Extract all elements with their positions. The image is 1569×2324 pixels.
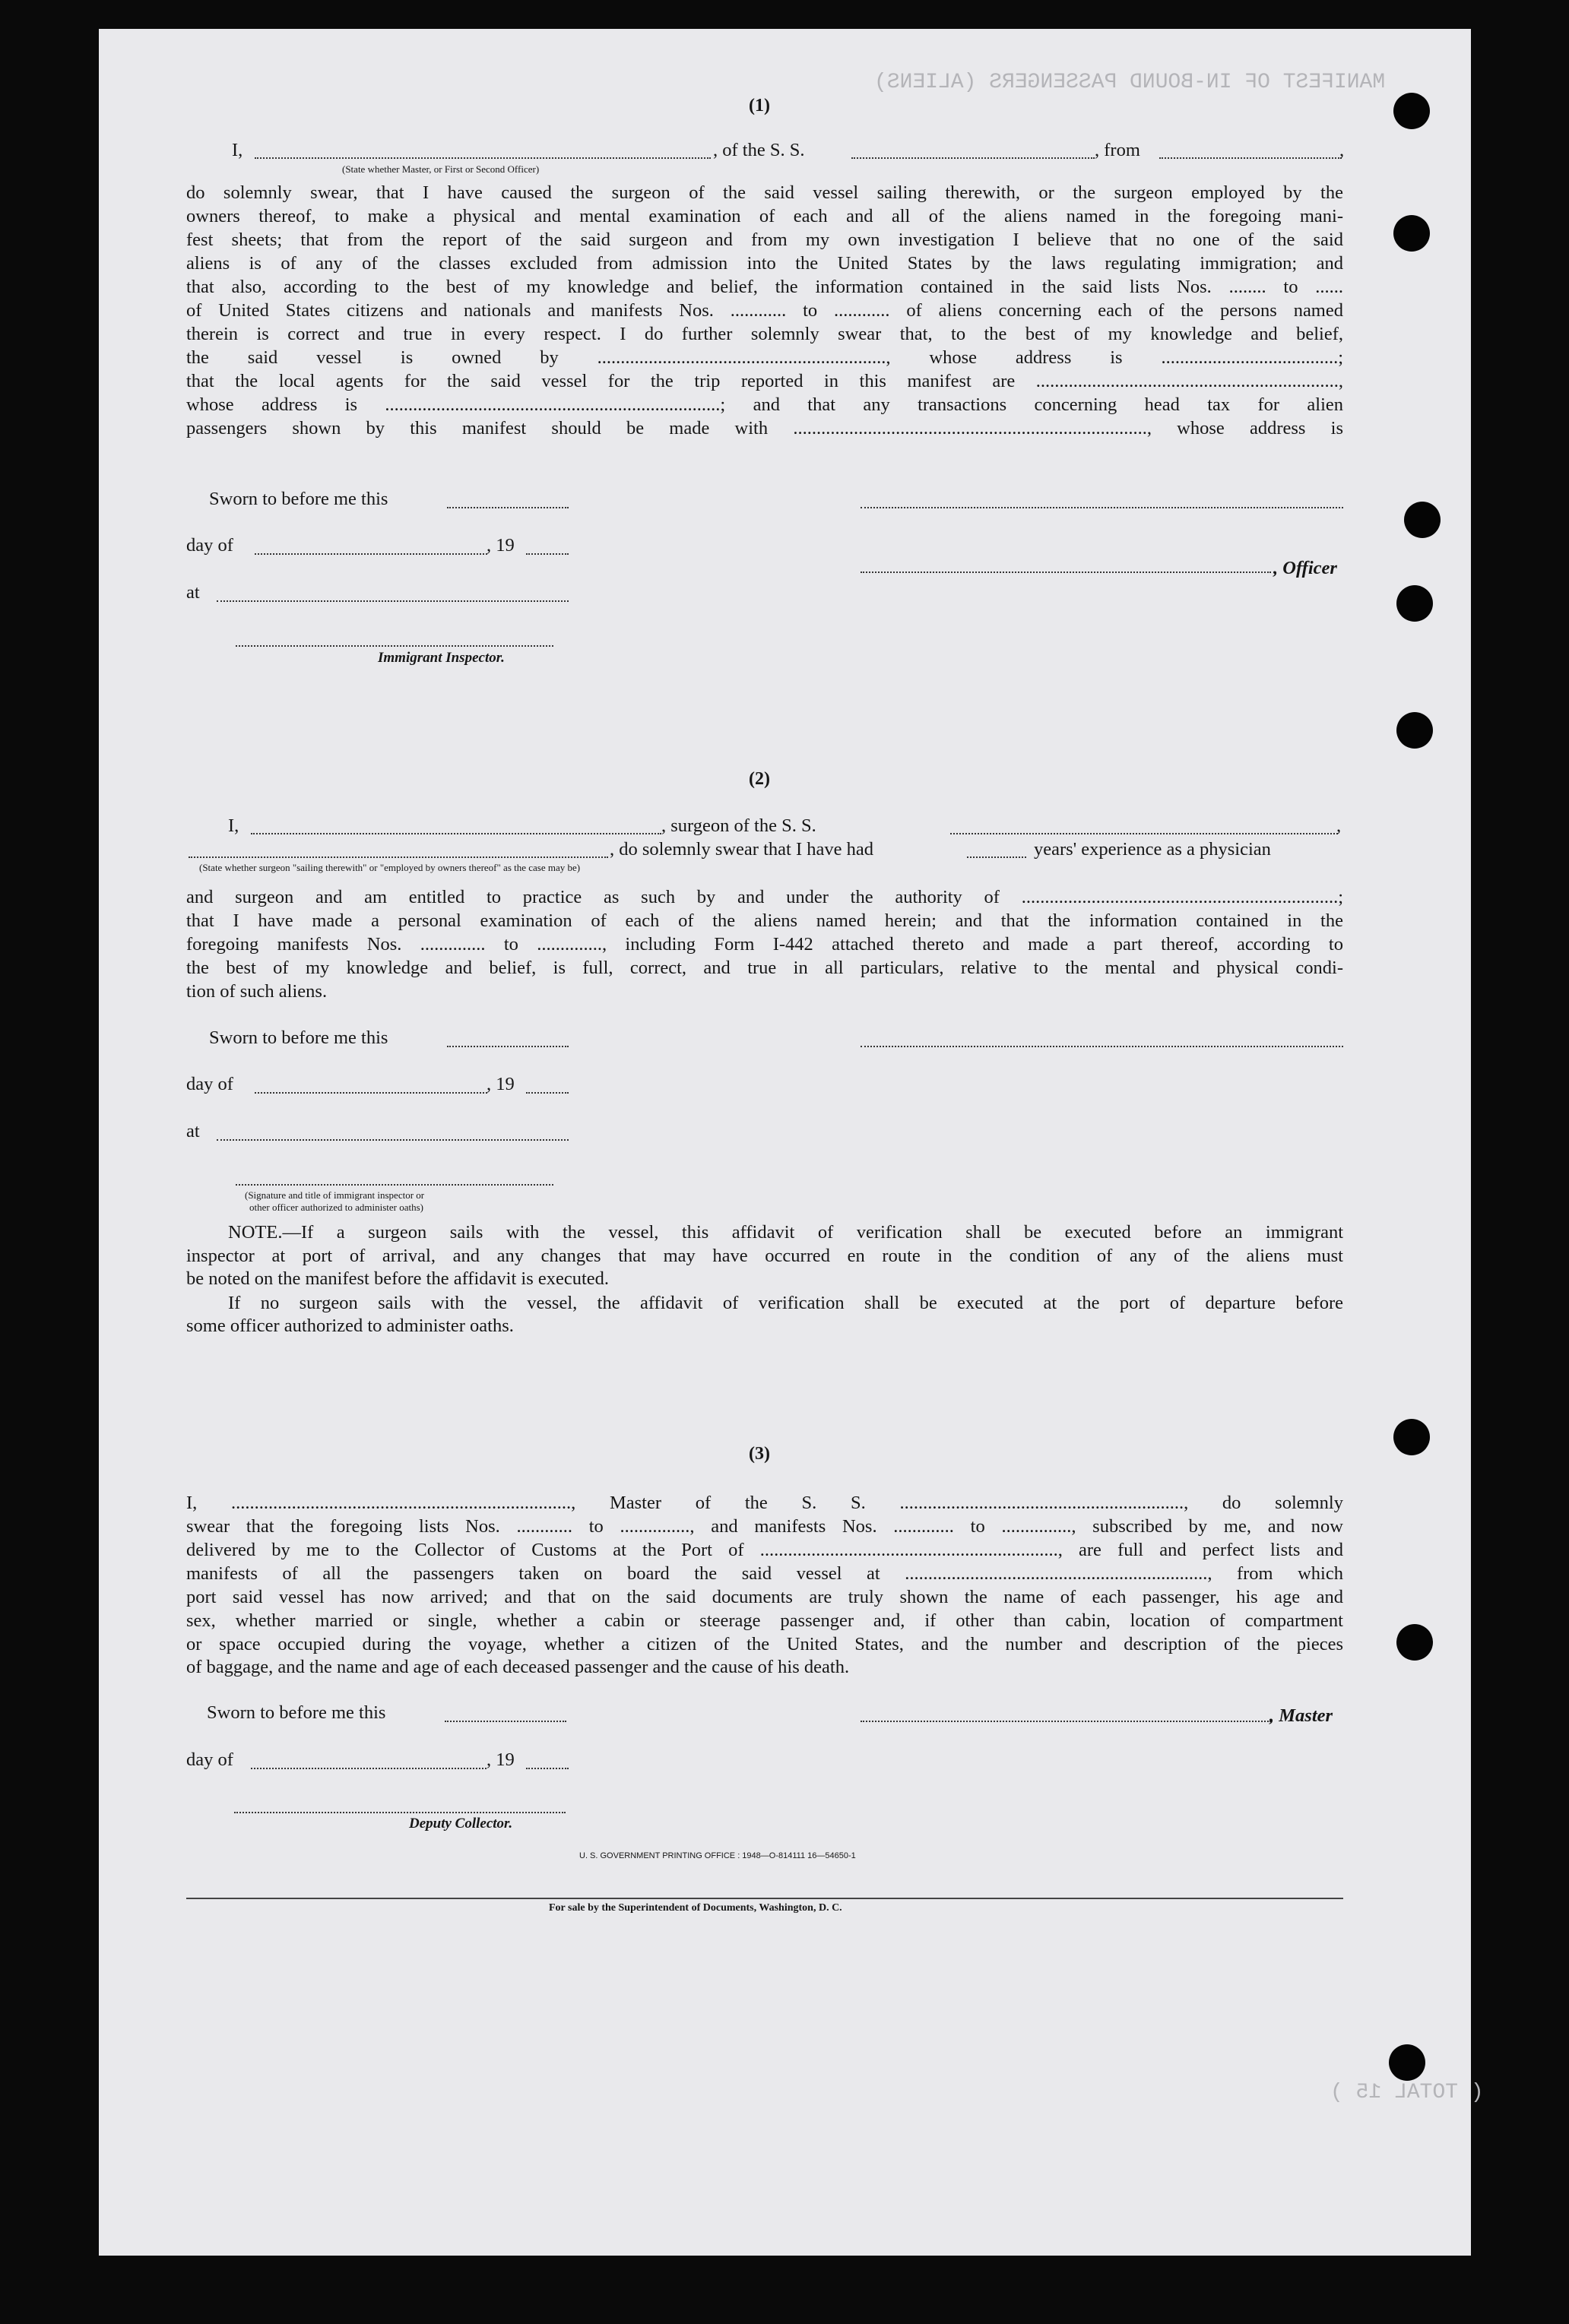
- paragraph-line: fest sheets; that from the report of the said surgeon and from my own investigation I believe that no one of the said: [186, 230, 1343, 250]
- s2-sworn: Sworn to before me this: [209, 1027, 388, 1048]
- s1-sworn-blank: [447, 507, 569, 508]
- binder-hole: [1404, 502, 1441, 538]
- s2-sig-caption-1: (Signature and title of immigrant inspector or: [245, 1189, 425, 1201]
- paragraph-line: the said vessel is owned by .............................................................., whose address is ......................................;: [186, 347, 1343, 368]
- paragraph-line: that also, according to the best of my knowledge and belief, the information contained in the said lists Nos. ........ to ......: [186, 277, 1343, 297]
- s3-sworn: Sworn to before me this: [207, 1702, 386, 1723]
- paragraph-line: swear that the foregoing lists Nos. ............ to ..............., and manifests Nos. ............. to ..............., subscribed by me, and now: [186, 1516, 1343, 1537]
- paragraph-line: manifests of all the passengers taken on board the said vessel at ................................................................., from which: [186, 1563, 1343, 1584]
- s2-i: I,: [228, 815, 239, 836]
- paragraph-line: that I have made a personal examination of each of the aliens named herein; and that the information contained in the: [186, 910, 1343, 931]
- years-blank: [967, 856, 1026, 858]
- s2-day-blank: [255, 1092, 487, 1094]
- footer-rule: [186, 1898, 1343, 1899]
- s2-year: , 19: [487, 1074, 515, 1094]
- s3-year-blank: [526, 1768, 569, 1769]
- officer-signature-line-1: [861, 507, 1343, 508]
- s2-sworn-blank: [447, 1046, 569, 1047]
- s1-sworn: Sworn to before me this: [209, 489, 388, 509]
- s1-day: day of: [186, 535, 233, 556]
- paragraph-line: aliens is of any of the classes excluded from admission into the United States by the laws regulating immigration; and: [186, 253, 1343, 274]
- s2-swear: , do solemnly swear that I have had: [610, 839, 873, 860]
- s2-vessel-blank: [950, 833, 1338, 834]
- officer-label: , Officer: [1273, 558, 1337, 578]
- vessel-blank: [851, 157, 1095, 159]
- paragraph-line: port said vessel has now arrived; and that on the said documents are truly shown the name of each passenger, his age and: [186, 1587, 1343, 1607]
- surgeon-status-blank: [189, 856, 608, 858]
- paragraph-line: of United States citizens and nationals and manifests Nos. ............ to ............ of aliens concerning each of the persons named: [186, 300, 1343, 321]
- paragraph-line: do solemnly swear, that I have caused the surgeon of the said vessel sailing therewith, or the surgeon employed by the: [186, 182, 1343, 203]
- s3-day-blank: [251, 1768, 487, 1769]
- paragraph-line: passengers shown by this manifest should be made with ............................................................................, whose address is: [186, 418, 1343, 439]
- master-label: , Master: [1269, 1705, 1333, 1726]
- s2-comma: ,: [1336, 815, 1342, 836]
- paragraph-line: delivered by me to the Collector of Customs at the Port of ................................................................, are full and perfect lists and: [186, 1540, 1343, 1560]
- s2-at-blank: [217, 1139, 569, 1141]
- section-3-heading: (3): [749, 1444, 770, 1464]
- paragraph-line: NOTE.—If a surgeon sails with the vessel, this affidavit of verification shall be executed before an immigrant: [228, 1222, 1343, 1243]
- binder-hole: [1393, 1419, 1430, 1455]
- s2-years: years' experience as a physician: [1034, 839, 1271, 860]
- paragraph-line: and surgeon and am entitled to practice as such by and under the authority of ....................................................................;: [186, 887, 1343, 907]
- binder-hole: [1396, 1624, 1433, 1661]
- paragraph-line: owners thereof, to make a physical and mental examination of each and all of the aliens named in the foregoing mani-: [186, 206, 1343, 226]
- sale-notice: For sale by the Superintendent of Documents, Washington, D. C.: [549, 1902, 842, 1914]
- note2-last-line: some officer authorized to administer oaths.: [186, 1316, 514, 1336]
- paragraph-line: whose address is ........................................................................; and that any transactions concerning head tax for alien: [186, 394, 1343, 415]
- s1-at: at: [186, 582, 200, 603]
- s2-surgeon-of: , surgeon of the S. S.: [661, 815, 816, 836]
- bleed-through-text: MANIFEST OF IN-BOUND PASSENGERS (ALIENS): [874, 71, 1386, 94]
- paragraph-line: or space occupied during the voyage, whether a citizen of the United States, and the number and description of the pieces: [186, 1634, 1343, 1654]
- paragraph-line: inspector at port of arrival, and any changes that may have occurred en route in the condition of any of the aliens must: [186, 1246, 1343, 1266]
- s1-from: , from: [1095, 140, 1140, 160]
- s1-comma: ,: [1339, 140, 1345, 160]
- s2-inspector-line: [236, 1184, 553, 1186]
- s2-year-blank: [526, 1092, 569, 1094]
- gpo-imprint: U. S. GOVERNMENT PRINTING OFFICE : 1948—O-814111 16—54650-1: [579, 1851, 856, 1860]
- s3-last-line: of baggage, and the name and age of each deceased passenger and the cause of his death.: [186, 1657, 850, 1677]
- s1-year: , 19: [487, 535, 515, 556]
- s1-of-ss: , of the S. S.: [713, 140, 805, 160]
- binder-hole: [1396, 712, 1433, 749]
- s3-day: day of: [186, 1749, 233, 1770]
- section-1-heading: (1): [749, 96, 770, 116]
- surgeon-status-caption: (State whether surgeon "sailing therewith" or "employed by owners thereof" as the case may be): [199, 862, 581, 873]
- deputy-label: Deputy Collector.: [409, 1816, 513, 1832]
- bleed-through-text: ( TOTAL 15 ): [1330, 2081, 1484, 2104]
- rank-blank: [255, 157, 711, 159]
- section-2-heading: (2): [749, 769, 770, 789]
- paragraph-line: foregoing manifests Nos. .............. to .............., including Form I-442 attached thereto and made a part thereof, according to: [186, 934, 1343, 955]
- s2-at: at: [186, 1121, 200, 1141]
- paragraph-line: therein is correct and true in every respect. I do further solemnly swear that, to the best of my knowledge and belief,: [186, 324, 1343, 344]
- s1-year-blank: [526, 553, 569, 555]
- s1-at-blank: [217, 600, 569, 602]
- from-blank: [1159, 157, 1342, 159]
- rank-caption: (State whether Master, or First or Second Officer): [342, 163, 540, 175]
- officer-signature-line-2: [861, 572, 1271, 573]
- s2-day: day of: [186, 1074, 233, 1094]
- paragraph-line: sex, whether married or single, whether a cabin or steerage passenger and, if other than cabin, location of compartment: [186, 1610, 1343, 1631]
- surgeon-name-blank: [251, 833, 661, 834]
- inspector-label: Immigrant Inspector.: [378, 650, 505, 666]
- binder-hole: [1396, 585, 1433, 622]
- s1-i: I,: [232, 140, 243, 160]
- paragraph-line: I, ........................................................................., Master of the S. S. ............................................................., do solemnly: [186, 1493, 1343, 1513]
- note2-first-line: If no surgeon sails with the vessel, the affidavit of verification shall be executed at the port of departure before: [228, 1293, 1343, 1313]
- binder-hole: [1393, 93, 1430, 129]
- surgeon-signature-line: [861, 1046, 1343, 1047]
- deputy-signature-line: [234, 1812, 566, 1813]
- master-signature-line: [861, 1721, 1271, 1722]
- binder-hole: [1389, 2044, 1425, 2081]
- paragraph-line: that the local agents for the said vessel for the trip reported in this manifest are .................................................................,: [186, 371, 1343, 391]
- inspector-signature-line: [236, 645, 553, 647]
- note-last-line: be noted on the manifest before the affidavit is executed.: [186, 1268, 610, 1289]
- s1-day-blank: [255, 553, 487, 555]
- s3-year: , 19: [487, 1749, 515, 1770]
- s2-sig-caption-2: other officer authorized to administer oaths): [249, 1202, 423, 1213]
- s3-sworn-blank: [445, 1721, 566, 1722]
- paragraph-line: the best of my knowledge and belief, is full, correct, and true in all particulars, relative to the mental and physical condi-: [186, 958, 1343, 978]
- s2-last-line: tion of such aliens.: [186, 981, 328, 1002]
- binder-hole: [1393, 215, 1430, 252]
